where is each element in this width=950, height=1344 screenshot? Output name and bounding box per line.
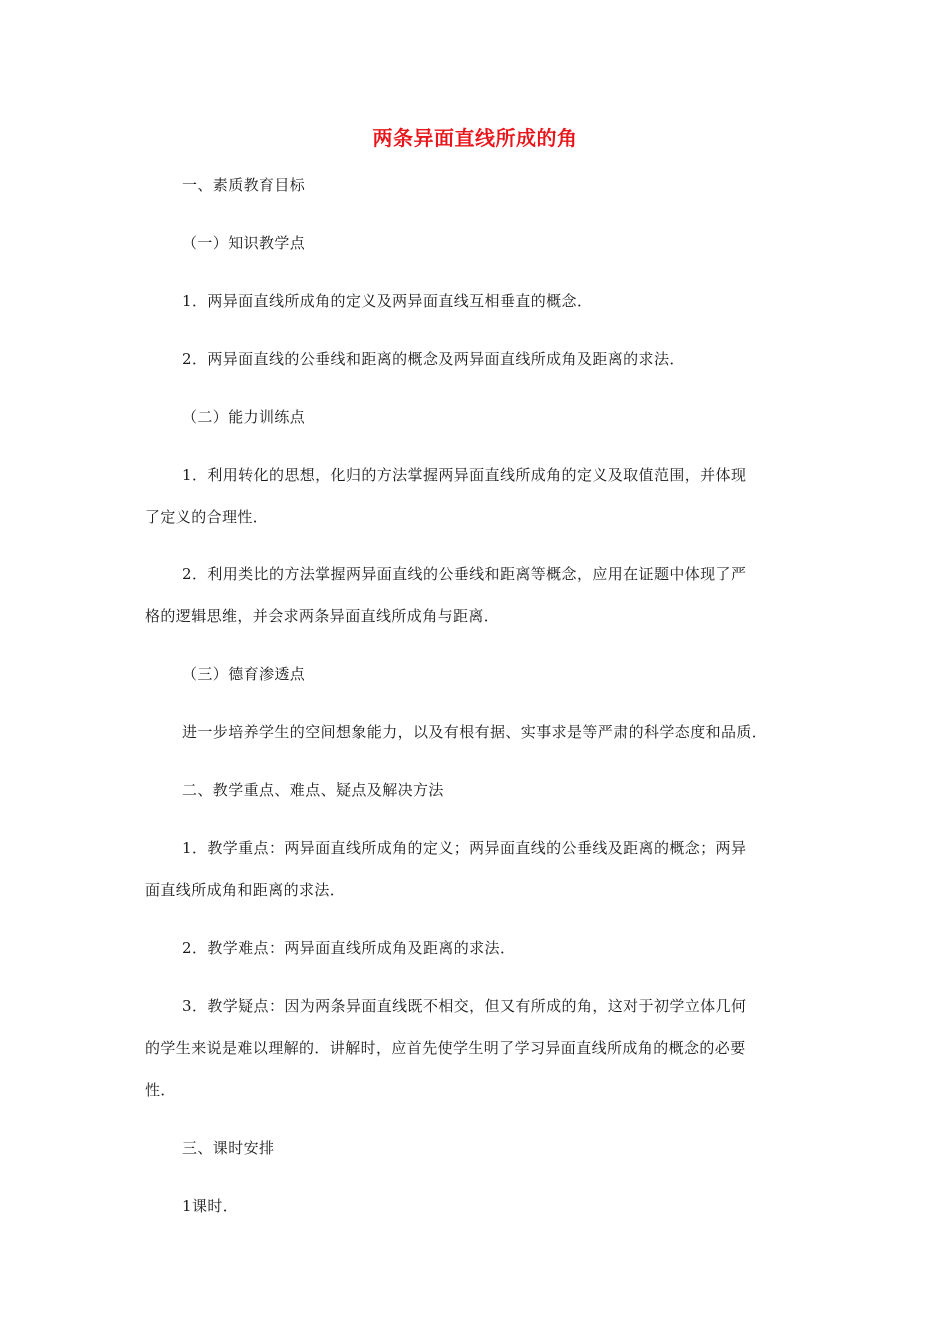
heading-key-points: 二、教学重点、难点、疑点及解决方法 — [182, 781, 444, 799]
schedule-item: 1课时． — [182, 1197, 239, 1215]
ability-item-2-cont: 格的逻辑思维，并会求两条异面直线所成角与距离． — [145, 607, 500, 625]
key-item-1: 1．教学重点：两异面直线所成角的定义；两异面直线的公垂线及距离的概念；两异 — [182, 839, 747, 857]
subheading-ability-points: （二）能力训练点 — [182, 408, 306, 426]
key-item-2: 2．教学难点：两异面直线所成角及距离的求法． — [182, 939, 516, 957]
heading-quality-goals: 一、素质教育目标 — [182, 176, 306, 194]
subheading-knowledge-points: （一）知识教学点 — [182, 234, 306, 252]
key-item-3: 3．教学疑点：因为两条异面直线既不相交，但又有所成的角，这对于初学立体几何 — [182, 997, 747, 1015]
key-item-3-cont-2: 性． — [145, 1081, 176, 1099]
moral-item: 进一步培养学生的空间想象能力，以及有根有据、实事求是等严肃的科学态度和品质． — [182, 723, 768, 741]
key-item-3-cont: 的学生来说是难以理解的．讲解时，应首先使学生明了学习异面直线所成角的概念的必要 — [145, 1039, 746, 1057]
knowledge-item-2: 2．两异面直线的公垂线和距离的概念及两异面直线所成角及距离的求法． — [182, 350, 685, 368]
document-title: 两条异面直线所成的角 — [372, 126, 578, 150]
subheading-moral-points: （三）德育渗透点 — [182, 665, 306, 683]
knowledge-item-1: 1．两异面直线所成角的定义及两异面直线互相垂直的概念． — [182, 292, 593, 310]
ability-item-2: 2．利用类比的方法掌握两异面直线的公垂线和距离等概念，应用在证题中体现了严 — [182, 565, 747, 583]
key-item-1-cont: 面直线所成角和距离的求法． — [145, 881, 346, 899]
ability-item-1: 1．利用转化的思想，化归的方法掌握两异面直线所成角的定义及取值范围，并体现 — [182, 466, 747, 484]
ability-item-1-cont: 了定义的合理性． — [145, 508, 269, 526]
heading-schedule: 三、课时安排 — [182, 1139, 275, 1157]
